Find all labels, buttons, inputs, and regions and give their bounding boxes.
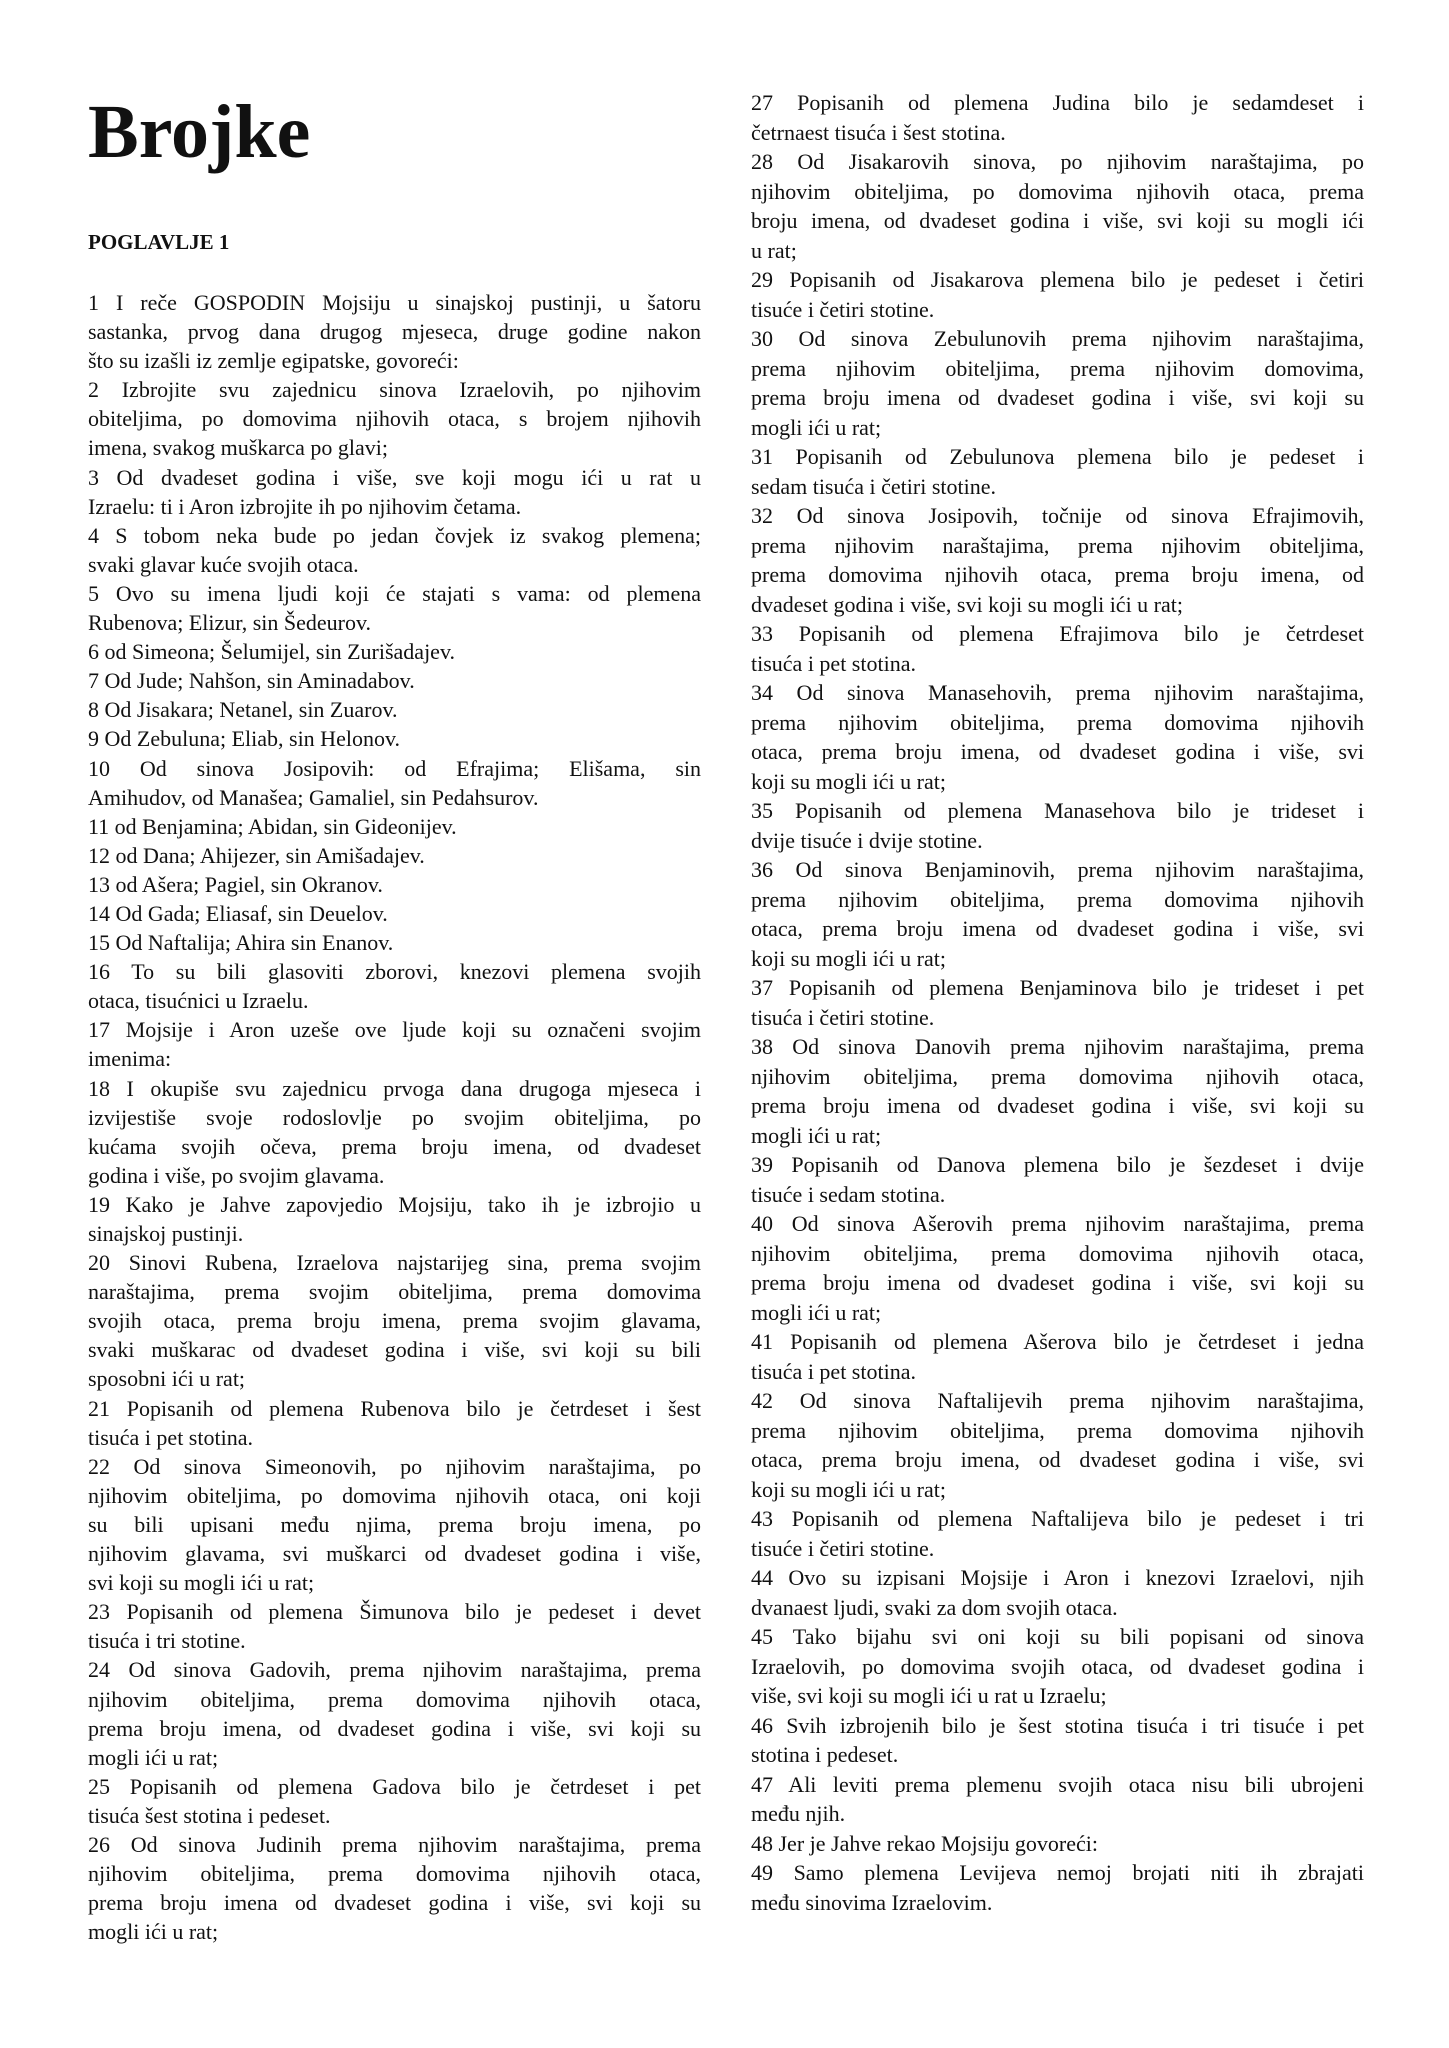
verse-line: prema njihovim obiteljima, prema domovima njihovih [751,886,1364,912]
verse-line: Amihudov, od Manašea; Gamaliel, sin Pedahsurov. [88,784,539,810]
verse-line: 8 Od Jisakara; Netanel, sin Zuarov. [88,697,398,723]
verse [751,324,1364,442]
verse-line: 46 Svih izbrojenih bilo je šest stotina tisuća i tri tisuće i pet [751,1712,1364,1738]
verse-line: 35 Popisanih od plemena Manasehova bilo je trideset i [751,798,1364,823]
verse-line: izvijestiše svoje rodoslovlje po svojim obiteljima, po [88,1104,701,1130]
verse-line: naraštajima, prema svojim obiteljima, prema domovima [88,1279,701,1305]
verse [88,1452,701,1597]
verse-line: dvadeset godina i više, svi koji su mogli ići u rat; [751,591,1183,617]
verse [88,579,701,637]
verse [751,796,1364,855]
verse-line: prema njihovim obiteljima, prema domovima njihovih [751,709,1364,735]
verse [751,678,1364,796]
verse-line: 41 Popisanih od plemena Ašerova bilo je četrdeset i jedna [751,1329,1364,1354]
verse-line: 37 Popisanih od plemena Benjaminova bilo je trideset i pet [751,975,1364,1000]
verse-line: tisuće i četiri stotine. [751,1535,935,1561]
verse-line: svi koji su mogli ići u rat; [88,1570,315,1596]
verse-line: 33 Popisanih od plemena Efrajimova bilo je četrdeset [751,621,1364,646]
verse [88,375,701,462]
verse-line: 14 Od Gada; Eliasaf, sin Deuelov. [88,900,388,926]
verse-line: njihovim obiteljima, prema domovima njihovih otaca, [88,1861,701,1887]
verse-line: prema broju imena od dvadeset godina i više, svi koji su [751,1270,1364,1295]
verse [88,957,701,1015]
verse [751,1829,1364,1859]
verse-line: tisuća i četiri stotine. [751,1004,935,1030]
verse-line: prema broju imena od dvadeset godina i više, svi koji su [88,1890,701,1916]
verse [88,695,701,724]
verse-line: 32 Od sinova Josipovih, točnije od sinova Efrajimovih, [751,503,1364,528]
verse-line: njihovim obiteljima, prema domovima njihovih otaca, [751,1240,1364,1266]
verse-line: sedam tisuća i četiri stotine. [751,473,996,499]
verse [751,1150,1364,1209]
verse [88,1015,701,1073]
verse-line: 24 Od sinova Gadovih, prema njihovim naraštajima, prema [88,1657,701,1683]
verse-line: prema njihovim naraštajima, prema njihovim obiteljima, [751,532,1364,558]
verse-line: prema broju imena od dvadeset godina i više, svi koji su [751,1093,1364,1118]
verse-line: 47 Ali leviti prema plemenu svojih otaca nisu bili ubrojeni [751,1771,1364,1797]
verse-line: 42 Od sinova Naftalijevih prema njihovim naraštajima, [751,1388,1364,1413]
verse-line: 3 Od dvadeset godina i više, sve koji mogu ići u rat u [88,464,701,490]
left-text-column [88,288,701,1946]
verse [751,619,1364,678]
verse-line: Izraelovih, po domovima svojih otaca, od dvadeset godina i [751,1653,1364,1679]
verse-line: 5 Ovo su imena ljudi koji će stajati s vama: od plemena [88,580,701,606]
verse-line: Izraelu: ti i Aron izbrojite ih po njihovim četama. [88,493,522,519]
verse [751,147,1364,265]
verse-line: 15 Od Naftalija; Ahira sin Enanov. [88,930,394,956]
verse [88,666,701,695]
verse-line: mogli ići u rat; [751,414,882,440]
verse-line: otaca, prema broju imena od dvadeset godina i više, svi [751,916,1364,941]
verse [751,88,1364,147]
verse-line: mogli ići u rat; [751,1122,882,1148]
verse-line: njihovim glavama, svi muškarci od dvadeset godina i više, [88,1541,701,1567]
verse-line: 23 Popisanih od plemena Šimunova bilo je pedeset i devet [88,1599,701,1625]
verse-line: 30 Od sinova Zebulunovih prema njihovim naraštajima, [751,326,1364,351]
verse-line: 7 Od Jude; Nahšon, sin Aminadabov. [88,668,415,694]
verse-line: sastanka, prvog dana drugog mjeseca, druge godine nakon [88,319,701,345]
verse-line: godina i više, po svojim glavama. [88,1162,385,1188]
verse-line: 12 od Dana; Ahijezer, sin Amišadajev. [88,842,425,868]
verse-line: u rat; [751,237,797,263]
verse-line: obiteljima, po domovima njihovih otaca, s brojem njihovih [88,406,701,432]
verse [88,1394,701,1452]
verse-line: koji su mogli ići u rat; [751,945,946,971]
verse-line: više, svi koji su mogli ići u rat u Izraelu; [751,1683,1107,1708]
verse [751,501,1364,619]
verse-line: svojih otaca, prema broju imena, prema svojim glavama, [88,1308,701,1334]
verse-line: otaca, prema broju imena, od dvadeset godina i više, svi [751,739,1364,764]
verse [88,1772,701,1830]
verse-line: su bili upisani među njima, prema broju imena, po [88,1511,701,1537]
verse [88,1830,701,1946]
verse [751,265,1364,324]
verse-line: 39 Popisanih od Danova plemena bilo je šezdeset i dvije [751,1152,1364,1177]
verse-line: 1 I reče GOSPODIN Mojsiju u sinajskoj pustinji, u šatoru [88,290,701,315]
verse [88,812,701,841]
verse [88,928,701,957]
verse-line: mogli ići u rat; [88,1919,219,1945]
verse [88,899,701,928]
verse [88,1248,701,1393]
verse-line: tisuće i sedam stotina. [751,1181,946,1207]
verse [88,1190,701,1248]
verse [88,1597,701,1655]
verse-line: kućama svojih očeva, prema broju imena, od dvadeset [88,1133,701,1159]
verse-line: 6 od Simeona; Šelumijel, sin Zurišadajev. [88,639,456,665]
verse-line: 48 Jer je Jahve rekao Mojsiju govoreći: [751,1830,1099,1856]
verse-line: 17 Mojsije i Aron uzeše ove ljude koji su označeni svojim [88,1017,701,1043]
verse-line: mogli ići u rat; [751,1299,882,1325]
verse [751,1209,1364,1327]
verse [751,1622,1364,1711]
verse-line: 49 Samo plemena Levijeva nemoj brojati niti ih zbrajati [751,1860,1364,1885]
right-text-column [751,88,1364,1917]
verse-line: prema njihovim obiteljima, prema domovima njihovih [751,1417,1364,1443]
verse-line: dvanaest ljudi, svaki za dom svojih otaca. [751,1594,1118,1620]
verse-line: 25 Popisanih od plemena Gadova bilo je četrdeset i pet [88,1773,701,1799]
verse-line: među njih. [751,1801,846,1826]
verse-line: 45 Tako bijahu svi oni koji su bili popisani od sinova [751,1624,1364,1649]
verse-line: 36 Od sinova Benjaminovih, prema njihovim naraštajima, [751,857,1364,882]
verse [88,463,701,521]
verse-line: 26 Od sinova Judinih prema njihovim naraštajima, prema [88,1831,701,1857]
verse-line: imena, svakog muškarca po glavi; [88,435,388,461]
verse [751,1858,1364,1917]
verse-line: 22 Od sinova Simeonovih, po njihovim naraštajima, po [88,1453,701,1479]
verse-line: svaki muškarac od dvadeset godina i više, svi koji su bili [88,1337,701,1363]
verse-line: 4 S tobom neka bude po jedan čovjek iz svakog plemena; [88,522,701,548]
document-title: Brojke [88,90,311,174]
verse-line: stotina i pedeset. [751,1742,899,1767]
verse-line: 29 Popisanih od Jisakarova plemena bilo je pedeset i četiri [751,267,1364,292]
verse [751,855,1364,973]
verse-line: mogli ići u rat; [88,1744,219,1770]
verse-line: tisuća i pet stotina. [751,650,916,676]
verse [751,1563,1364,1622]
verse-line: 9 Od Zebuluna; Eliab, sin Helonov. [88,726,401,752]
verse-line: koji su mogli ići u rat; [751,1476,946,1502]
verse [751,1327,1364,1386]
verse-line: njihovim obiteljima, prema domovima njihovih otaca, [88,1686,701,1712]
verse-line: njihovim obiteljima, po domovima njihovih otaca, oni koji [88,1482,701,1508]
verse-line: 38 Od sinova Danovih prema njihovim naraštajima, prema [751,1034,1364,1059]
verse-line: 11 od Benjamina; Abidan, sin Gideonijev. [88,813,457,839]
verse [88,1655,701,1771]
verse-line: broju imena, od dvadeset godina i više, svi koji su mogli ići [751,208,1364,233]
verse [88,754,701,812]
verse-line: tisuća i pet stotina. [751,1358,916,1384]
verse [751,1504,1364,1563]
verse-line: 20 Sinovi Rubena, Izraelova najstarijeg sina, prema svojim [88,1250,701,1276]
verse [88,870,701,899]
verse-line: 2 Izbrojite svu zajednicu sinova Izraelovih, po njihovim [88,377,701,403]
verse [88,841,701,870]
verse-line: 28 Od Jisakarovih sinova, po njihovim naraštajima, po [751,149,1364,174]
verse-line: tisuća šest stotina i pedeset. [88,1802,331,1828]
verse-line: 19 Kako je Jahve zapovjedio Mojsiju, tako ih je izbrojio u [88,1191,701,1217]
verse [751,1711,1364,1770]
verse-line: 43 Popisanih od plemena Naftalijeva bilo je pedeset i tri [751,1506,1364,1531]
chapter-heading: POGLAVLJE 1 [88,230,230,254]
verse-line: imenima: [88,1046,172,1072]
verse-line: prema broju imena, od dvadeset godina i više, svi koji su [88,1715,701,1741]
verse-line: prema domovima njihovih otaca, prema broju imena, od [751,562,1364,587]
verse-line: 13 od Ašera; Pagiel, sin Okranov. [88,871,383,897]
verse [751,1386,1364,1504]
verse-line: tisuća i pet stotina. [88,1424,253,1450]
verse-line: 44 Ovo su izpisani Mojsije i Aron i knezovi Izraelovi, njih [751,1565,1364,1590]
verse [751,1770,1364,1829]
verse [88,288,701,375]
verse-line: njihovim obiteljima, po domovima njihovih otaca, prema [751,178,1364,204]
verse-line: 18 I okupiše svu zajednicu prvoga dana drugoga mjeseca i [88,1075,701,1101]
verse-line: 21 Popisanih od plemena Rubenova bilo je četrdeset i šest [88,1395,701,1421]
verse [751,1032,1364,1150]
verse-line: sinajskoj pustinji. [88,1221,244,1246]
verse-line: 16 To su bili glasoviti zborovi, knezovi plemena svojih [88,959,701,985]
verse-line: 31 Popisanih od Zebulunova plemena bilo je pedeset i [751,444,1364,469]
verse-line: otaca, prema broju imena, od dvadeset godina i više, svi [751,1447,1364,1472]
verse-line: tisuće i četiri stotine. [751,296,935,322]
verse-line: 10 Od sinova Josipovih: od Efrajima; Elišama, sin [88,755,701,781]
verse-line: 27 Popisanih od plemena Judina bilo je sedamdeset i [751,90,1364,115]
verse [88,1074,701,1190]
verse-line: dvije tisuće i dvije stotine. [751,827,983,853]
verse [751,442,1364,501]
verse-line: tisuća i tri stotine. [88,1628,246,1654]
verse-line: Rubenova; Elizur, sin Šedeurov. [88,610,372,636]
verse-line: prema broju imena od dvadeset godina i više, svi koji su [751,385,1364,410]
verse-line: 34 Od sinova Manasehovih, prema njihovim naraštajima, [751,680,1364,705]
verse [88,724,701,753]
verse-line: koji su mogli ići u rat; [751,768,946,794]
verse-line: među sinovima Izraelovim. [751,1889,993,1915]
verse-line: četrnaest tisuća i šest stotina. [751,119,1006,145]
verse-line: što su izašli iz zemlje egipatske, govoreći: [88,348,459,374]
verse-line: prema njihovim obiteljima, prema njihovim domovima, [751,355,1364,381]
verse [88,521,701,579]
verse-line: njihovim obiteljima, prema domovima njihovih otaca, [751,1063,1364,1089]
verse [88,637,701,666]
verse-line: svaki glavar kuće svojih otaca. [88,551,359,577]
verse-line: sposobni ići u rat; [88,1366,246,1392]
verse-line: otaca, tisućnici u Izraelu. [88,988,309,1014]
verse [751,973,1364,1032]
verse-line: 40 Od sinova Ašerovih prema njihovim naraštajima, prema [751,1211,1364,1236]
